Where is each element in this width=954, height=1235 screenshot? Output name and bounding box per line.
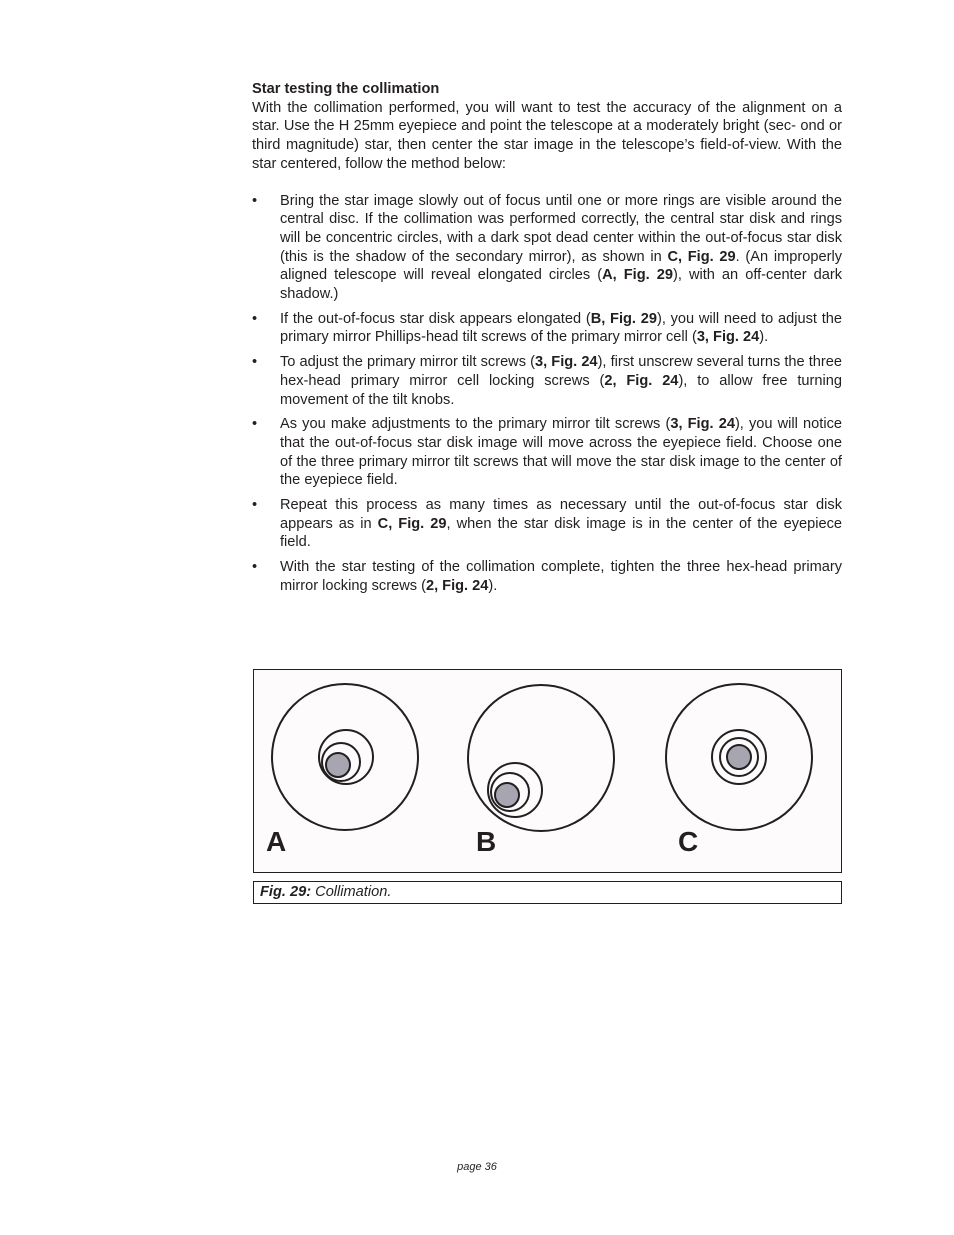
- item-text: . (An improperly aligned telescope will reveal elongated circles (: [280, 248, 842, 284]
- item-text: ).: [759, 329, 769, 346]
- list-item: [252, 496, 842, 552]
- figure-label-b: B: [476, 826, 497, 857]
- diagram-a: [272, 684, 418, 830]
- list-item: [252, 353, 842, 409]
- item-text: ).: [488, 577, 498, 594]
- figure-reference: B, Fig. 29: [590, 310, 657, 327]
- item-text: ), you will need to adjust the primary mirror Phillips-head tilt screws of the primary mirror cell (: [280, 310, 843, 346]
- page-number: page 36: [457, 1161, 497, 1173]
- figure-reference: C, Fig. 29: [377, 515, 447, 532]
- section-heading: Star testing the collimation: [252, 81, 440, 97]
- item-text: ), you will notice that the out-of-focus star disk image will move across the eyepiece field. Choose one of the three primary mirror tilt screws that will move the star disk image to the center of the eyepiece field.: [280, 416, 842, 489]
- collimation-figure: [253, 669, 842, 873]
- caption-label: Fig. 29:: [260, 884, 312, 900]
- item-text: If the out-of-focus star disk appears elongated (: [280, 310, 591, 327]
- diagram-c: [666, 684, 812, 830]
- intro-paragraph: With the collimation performed, you will want to test the accuracy of the alignment on a star. Use the H 25mm eyepiece and point the telescope at a moderately bright (sec- ond or third magnitude) star, then center the star image in the telescope’s field-of-view. With the star centered, follow the method below:: [252, 99, 842, 172]
- item-text: As you make adjustments to the primary mirror tilt screws (: [280, 416, 671, 433]
- figure-reference: 3, Fig. 24: [670, 416, 735, 433]
- figure-reference: C, Fig. 29: [667, 248, 736, 265]
- shadow-spot-a: [326, 753, 350, 777]
- list-item: [252, 192, 842, 304]
- figure-reference: 2, Fig. 24: [604, 372, 679, 389]
- item-text: Bring the star image slowly out of focus until one or more rings are visible around the central disc. If the collimation was performed correctly, the central star disk and rings will be concentric circles, with a dark spot dead center within the out-of-focus star disk (this is the shadow of the secondary mirror), as shown in: [280, 192, 842, 265]
- item-text: ), first unscrew several turns the three hex-head primary mirror cell locking screws (: [280, 354, 843, 389]
- page-content: [252, 80, 842, 602]
- item-text: ), to allow free turning movement of the tilt knobs.: [280, 372, 842, 408]
- instruction-list: [252, 192, 842, 596]
- item-text: , when the star disk image is in the center of the eyepiece field.: [280, 515, 842, 551]
- list-item: [252, 558, 842, 595]
- figure-caption: [253, 881, 842, 904]
- collimation-diagram: [254, 670, 841, 872]
- figure-label-c: C: [678, 826, 699, 857]
- figure-reference: 3, Fig. 24: [696, 329, 760, 346]
- item-text: ), with an off-center dark shadow.): [280, 267, 843, 303]
- shadow-spot-c: [727, 745, 751, 769]
- list-item: [252, 310, 842, 347]
- item-text: With the star testing of the collimation complete, tighten the three hex-head primary mirror locking screws (: [280, 559, 842, 594]
- figure-label-a: A: [266, 826, 287, 857]
- figure-reference: A, Fig. 29: [602, 267, 673, 284]
- list-item: [252, 415, 842, 490]
- item-text: To adjust the primary mirror tilt screws (: [280, 354, 535, 371]
- figure-reference: 3, Fig. 24: [535, 354, 598, 371]
- diagram-b: [468, 685, 614, 831]
- outer-ring-b: [468, 685, 614, 831]
- caption-text: Collimation.: [311, 884, 392, 900]
- item-text: Repeat this process as many times as necessary until the out-of-focus star disk appears as in: [280, 497, 842, 532]
- figure-reference: 2, Fig. 24: [425, 577, 489, 594]
- shadow-spot-b: [495, 783, 519, 807]
